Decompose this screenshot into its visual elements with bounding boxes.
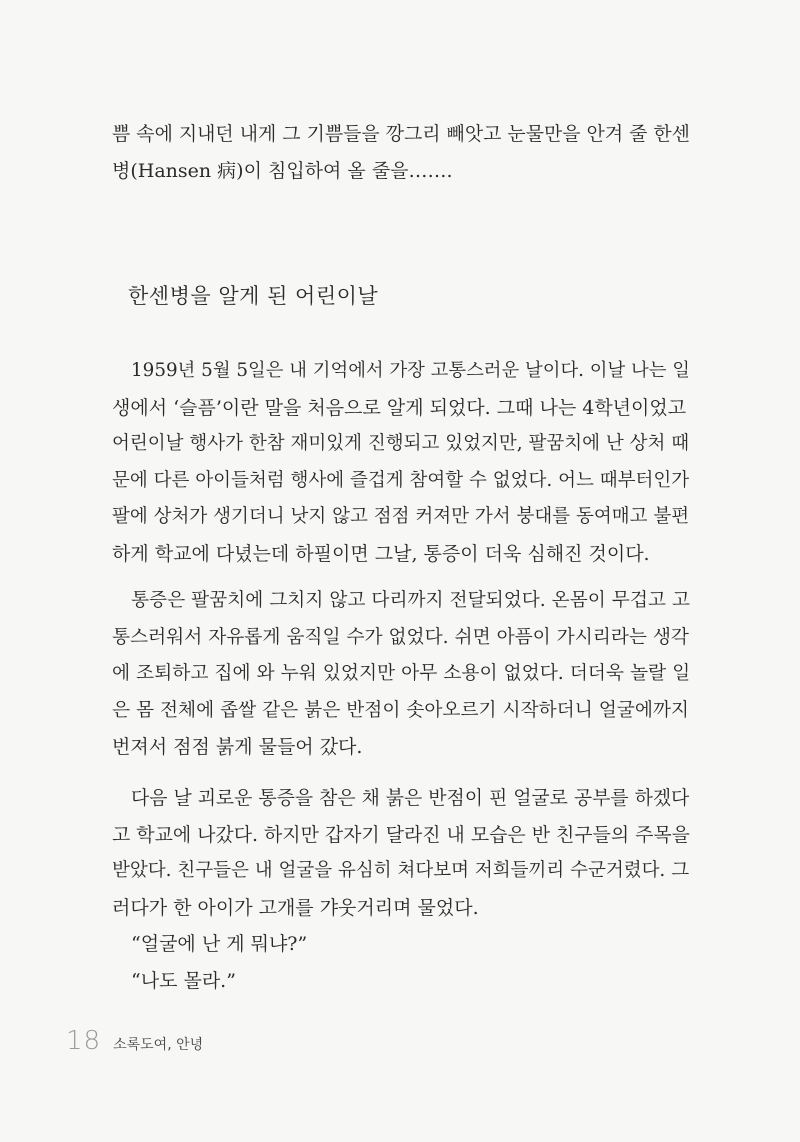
- book-title: 소록도여, 안녕: [113, 1037, 204, 1053]
- text-line: 팔에 상처가 생기더니 낫지 않고 점점 커져만 가서 붕대를 동여매고 불편: [112, 506, 690, 527]
- section-heading: 한센병을 알게 된 어린이날: [128, 284, 379, 308]
- dialogue-quote-1: [112, 926, 690, 963]
- text-line: 문에 다른 아이들처럼 행사에 즐겁게 참여할 수 없었다. 어느 때부터인가: [112, 469, 690, 491]
- text-line: “나도 몰라.”: [131, 970, 236, 992]
- text-line: 병(Hansen 病)이 침입하여 올 줄을…….: [112, 159, 453, 182]
- intro-paragraph: [112, 116, 690, 189]
- text-line: 에 조퇴하고 집에 와 누워 있었지만 아무 소용이 없었다. 더더욱 놀랄 일: [112, 663, 691, 684]
- text-line: 어린이날 행사가 한참 재미있게 진행되고 있었지만, 팔꿈치에 난 상처 때: [112, 433, 690, 454]
- body-paragraph-3: [112, 780, 690, 926]
- body-paragraph-1: [112, 353, 690, 572]
- text-line: 다음 날 괴로운 통증을 참은 채 붉은 반점이 핀 얼굴로 공부를 하겠다: [131, 787, 690, 809]
- text-line: 번져서 점점 붉게 물들어 갔다.: [112, 736, 363, 758]
- page-number: 18: [66, 1026, 102, 1056]
- text-line: 생에서 ‘슬픔’이란 말을 처음으로 알게 되었다. 그때 나는 4학년이었고: [112, 396, 687, 419]
- text-line: “얼굴에 난 게 뭐냐?”: [131, 933, 308, 955]
- text-line: 러다가 한 아이가 고개를 갸웃거리며 물었다.: [112, 896, 479, 919]
- text-line: 하게 학교에 다녔는데 하필이면 그날, 통증이 더욱 심해진 것이다.: [112, 542, 650, 565]
- text-line: 은 몸 전체에 좁쌀 같은 붉은 반점이 솟아오르기 시작하더니 얼굴에까지: [112, 699, 689, 721]
- text-line: 받았다. 친구들은 내 얼굴을 유심히 쳐다보며 저희들끼리 수군거렸다. 그: [112, 860, 690, 881]
- text-line: 쁨 속에 지내던 내게 그 기쁨들을 깡그리 빼앗고 눈물만을 안겨 줄 한센: [112, 123, 690, 145]
- text-line: 1959년 5월 5일은 내 기억에서 가장 고통스러운 날이다. 이날 나는 일: [131, 360, 690, 381]
- text-line: 통스러워서 자유롭게 움직일 수가 없었다. 쉬면 아픔이 가시리라는 생각: [112, 626, 689, 648]
- dialogue-quote-2: [112, 963, 690, 1000]
- page-footer: [66, 1026, 203, 1056]
- text-line: 고 학교에 나갔다. 하지만 갑자기 달라진 내 모습은 반 친구들의 주목을: [112, 823, 690, 846]
- text-line: 통증은 팔꿈치에 그치지 않고 다리까지 전달되었다. 온몸이 무겁고 고: [131, 590, 690, 611]
- body-paragraph-2: [112, 583, 690, 766]
